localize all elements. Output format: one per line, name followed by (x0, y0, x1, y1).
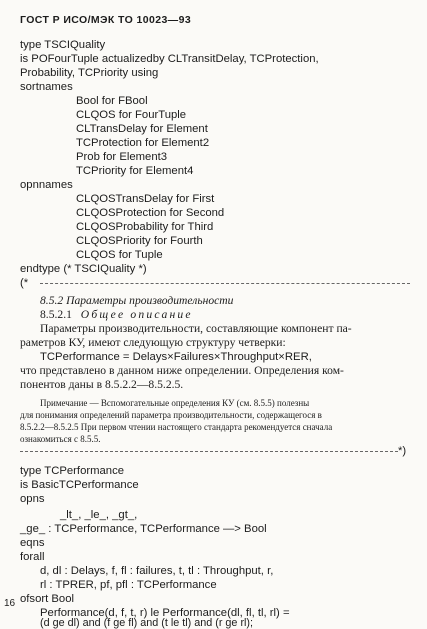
spec-line: _ge_ : TCPerformance, TCPerformance —> Bool (20, 523, 267, 535)
paragraph-line: Параметры производительности, составляющие компонент па- (40, 322, 352, 335)
spec-line: is POFourTuple actualizedby CLTransitDelay, TCProtection, (20, 53, 319, 65)
spec-line: CLQOSProtection for Second (76, 207, 225, 219)
spec-line: rl : TPRER, pf, pfl : TCPerformance (40, 579, 217, 591)
spec-line: CLQOSTransDelay for First (76, 193, 215, 205)
spec-line: CLQOS for Tuple (76, 249, 163, 261)
dashed-rule (40, 283, 410, 284)
formula-line: TCPerformance = Delays×Failures×Throughput×RER, (40, 351, 312, 363)
spec-line: opnnames (20, 179, 73, 191)
spec-line: opns (20, 493, 45, 505)
spec-line: TCProtection for Element2 (76, 137, 210, 149)
spec-line: Bool for FBool (76, 95, 148, 107)
spec-line: Performance(d, f, t, r) le Performance(dl, fl, tl, rl) = (40, 607, 290, 619)
spec-line: forall (20, 551, 45, 563)
subsection-title: Общее описание (80, 308, 193, 321)
spec-line: CLQOSPriority for Fourth (76, 235, 203, 247)
page-number: 16 (4, 598, 16, 609)
spec-line: (d ge dl) and (f ge fl) and (t le tl) and (r ge rl); (40, 617, 254, 629)
spec-line: Probability, TCPriority using (20, 67, 159, 79)
spec-line: endtype (* TSCIQuality *) (20, 263, 147, 275)
spec-line: ofsort Bool (20, 593, 75, 605)
comment-open: (* (20, 277, 29, 289)
subsection-heading (40, 308, 193, 322)
spec-line: TCPriority for Element4 (76, 165, 194, 177)
spec-line: d, dl : Delays, f, fl : failures, t, tl : Throughput, r, (40, 565, 274, 577)
note-line: Примечание — Вспомогательные определения КУ (см. 8.5.5) полезны (40, 398, 310, 408)
comment-close: *) (398, 445, 407, 457)
spec-line: CLTransDelay for Element (76, 123, 208, 135)
paragraph-line: понентов даны в 8.5.2.2—8.5.2.5. (20, 378, 184, 391)
note-line: ознакомиться с 8.5.5. (20, 434, 101, 444)
paragraph-line: что представлено в данном ниже определении. Определения ком- (20, 364, 344, 377)
running-header: ГОСТ Р ИСО/МЭК ТО 10023—93 (20, 14, 192, 26)
spec-line: is BasicTCPerformance (20, 479, 139, 491)
note-line: 8.5.2.2—8.5.2.5 При первом чтении настоящего стандарта рекомендуется сначала (20, 422, 333, 432)
section-heading: 8.5.2 Параметры производительности (40, 294, 234, 307)
spec-line: _lt_, _le_, _gt_, (60, 509, 138, 521)
spec-line: CLQOSProbability for Third (76, 221, 214, 233)
note-line: для понимания определений параметра производительности, содержащегося в (20, 410, 322, 420)
paragraph-line: раметров КУ, имеют следующую структуру четверки: (20, 336, 286, 349)
spec-line: sortnames (20, 81, 73, 93)
spec-line: Prob for Element3 (76, 151, 168, 163)
dashed-rule (20, 451, 398, 452)
spec-line: CLQOS for FourTuple (76, 109, 187, 121)
subsection-number: 8.5.2.1 (40, 308, 72, 321)
spec-line: eqns (20, 537, 45, 549)
spec-line: type TCPerformance (20, 465, 125, 477)
spec-line: type TSCIQuality (20, 39, 106, 51)
